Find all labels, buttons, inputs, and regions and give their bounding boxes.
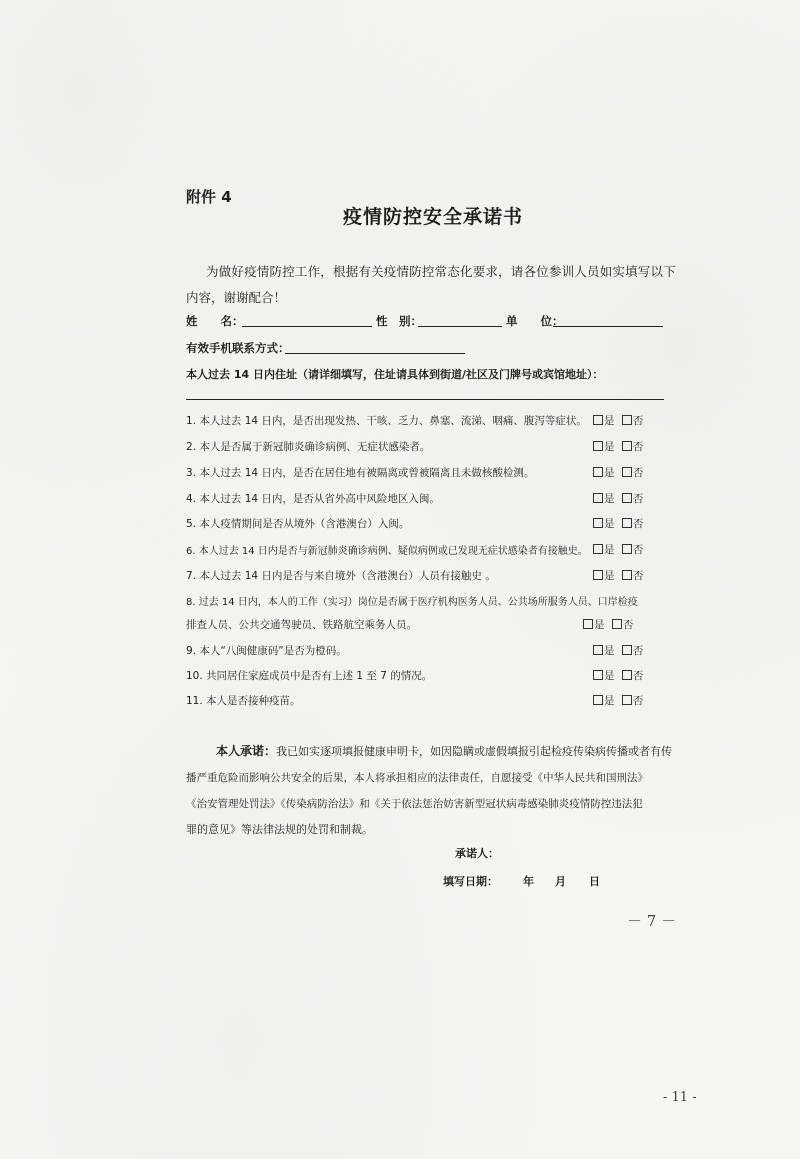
q7-no-checkbox[interactable] [622,570,632,580]
name-field[interactable] [242,326,372,327]
name-label: 姓 名： [186,314,244,328]
q1-yes-checkbox[interactable] [593,415,603,425]
q10-yes-checkbox[interactable] [593,670,603,680]
date-day-label: 日 [589,875,600,888]
q6-no-checkbox[interactable] [622,544,632,554]
date-label: 填写日期： [443,875,498,888]
q5-no-checkbox[interactable] [622,518,632,528]
pledge-paragraph [186,738,672,843]
document-title: 疫情防控安全承诺书 [343,206,524,228]
unit-field[interactable] [553,326,663,327]
question-2-options: 是 否 [593,439,643,454]
date-year-label: 年 [523,875,534,888]
question-5-options: 是 否 [593,516,643,531]
pledge-line-3: 《治安管理处罚法》《传染病防治法》和《关于依法惩治妨害新型冠状病毒感染肺炎疫情防控违法犯 [186,798,643,810]
question-7-options: 是 否 [593,568,643,583]
unit-label: 单 位： [506,314,564,328]
q9-no-checkbox[interactable] [622,645,632,655]
q2-yes-checkbox[interactable] [593,441,603,451]
q9-yes-checkbox[interactable] [593,645,603,655]
question-3-options: 是 否 [593,465,643,480]
pledge-line-2: 播严重危险而影响公共安全的后果，本人将承担相应的法律责任，自愿接受《中华人民共和国刑法》 [186,772,648,784]
q7-yes-checkbox[interactable] [593,570,603,580]
q8-no-checkbox[interactable] [612,619,622,629]
q4-yes-checkbox[interactable] [593,493,603,503]
signer-label: 承诺人： [455,847,499,860]
q5-yes-checkbox[interactable] [593,518,603,528]
pledge-line-4: 罪的意见》等法律法规的处罚和制裁。 [186,823,373,836]
q11-yes-checkbox[interactable] [593,695,603,705]
question-9-options: 是 否 [593,643,643,658]
gender-label: 性 别： [376,314,422,328]
question-8: 8. 过去 14 日内，本人的工作（实习）岗位是否属于医疗机构医务人员、公共场所服务人员、口岸检疫 [186,597,638,608]
question-4-options: 是 否 [593,491,643,506]
question-6-options: 是 否 [593,542,643,557]
question-4: 4. 本人过去 14 日内，是否从省外高中风险地区入闽。 [186,493,440,505]
q3-yes-checkbox[interactable] [593,467,603,477]
question-3: 3. 本人过去 14 日内，是否在居住地有被隔离或曾被隔离且未做核酸检测。 [186,467,535,479]
address-field[interactable] [186,399,664,400]
date-month-label: 月 [555,875,566,888]
inner-page-number: － 7 － [627,912,677,930]
outer-page-number: - 11 - [663,1090,697,1105]
q11-no-checkbox[interactable] [622,695,632,705]
question-6: 6. 本人过去 14 日内是否与新冠肺炎确诊病例、疑似病例或已发现无症状感染者有接触史。 [186,546,588,557]
q4-no-checkbox[interactable] [622,493,632,503]
question-1-options: 是 否 [593,413,643,428]
q6-yes-checkbox[interactable] [593,544,603,554]
intro-line-1: 为做好疫情防控工作，根据有关疫情防控常态化要求，请各位参训人员如实填写以下 [206,264,676,279]
q10-no-checkbox[interactable] [622,670,632,680]
intro-line-2: 内容，谢谢配合！ [186,290,287,305]
question-1: 1. 本人过去 14 日内，是否出现发热、干咳、乏力、鼻塞、流涕、咽痛、腹泻等症状。 [186,415,587,427]
q1-no-checkbox[interactable] [622,415,632,425]
phone-label: 有效手机联系方式： [186,341,290,355]
pledge-line-1: 我已如实逐项填报健康申明卡，如因隐瞒或虚假填报引起检疫传染病传播或者有传 [276,745,673,758]
pledge-lead: 本人承诺： [216,744,277,758]
q8-yes-checkbox[interactable] [583,619,593,629]
question-5: 5. 本人疫情期间是否从境外（含港澳台）入闽。 [186,518,410,530]
phone-field[interactable] [285,353,465,354]
q3-no-checkbox[interactable] [622,467,632,477]
question-7: 7. 本人过去 14 日内是否与来自境外（含港澳台）人员有接触史 。 [186,570,496,582]
q2-no-checkbox[interactable] [622,441,632,451]
question-11: 11. 本人是否接种疫苗。 [186,695,301,707]
question-11-options: 是 否 [593,693,643,708]
annex-label: 附件 4 [186,188,232,206]
question-10: 10. 共同居住家庭成员中是否有上述 1 至 7 的情况。 [186,670,433,682]
question-10-options: 是 否 [593,668,643,683]
address-label: 本人过去 14 日内住址（请详细填写，住址请具体到街道/社区及门牌号或宾馆地址）： [186,368,604,381]
question-9: 9. 本人“八闽健康码”是否为橙码。 [186,645,347,657]
question-8-options: 是 否 [583,617,633,632]
question-2: 2. 本人是否属于新冠肺炎确诊病例、无症状感染者。 [186,441,431,453]
question-8-continued: 排查人员、公共交通驾驶员、铁路航空乘务人员。 [186,619,417,631]
gender-field[interactable] [418,326,502,327]
